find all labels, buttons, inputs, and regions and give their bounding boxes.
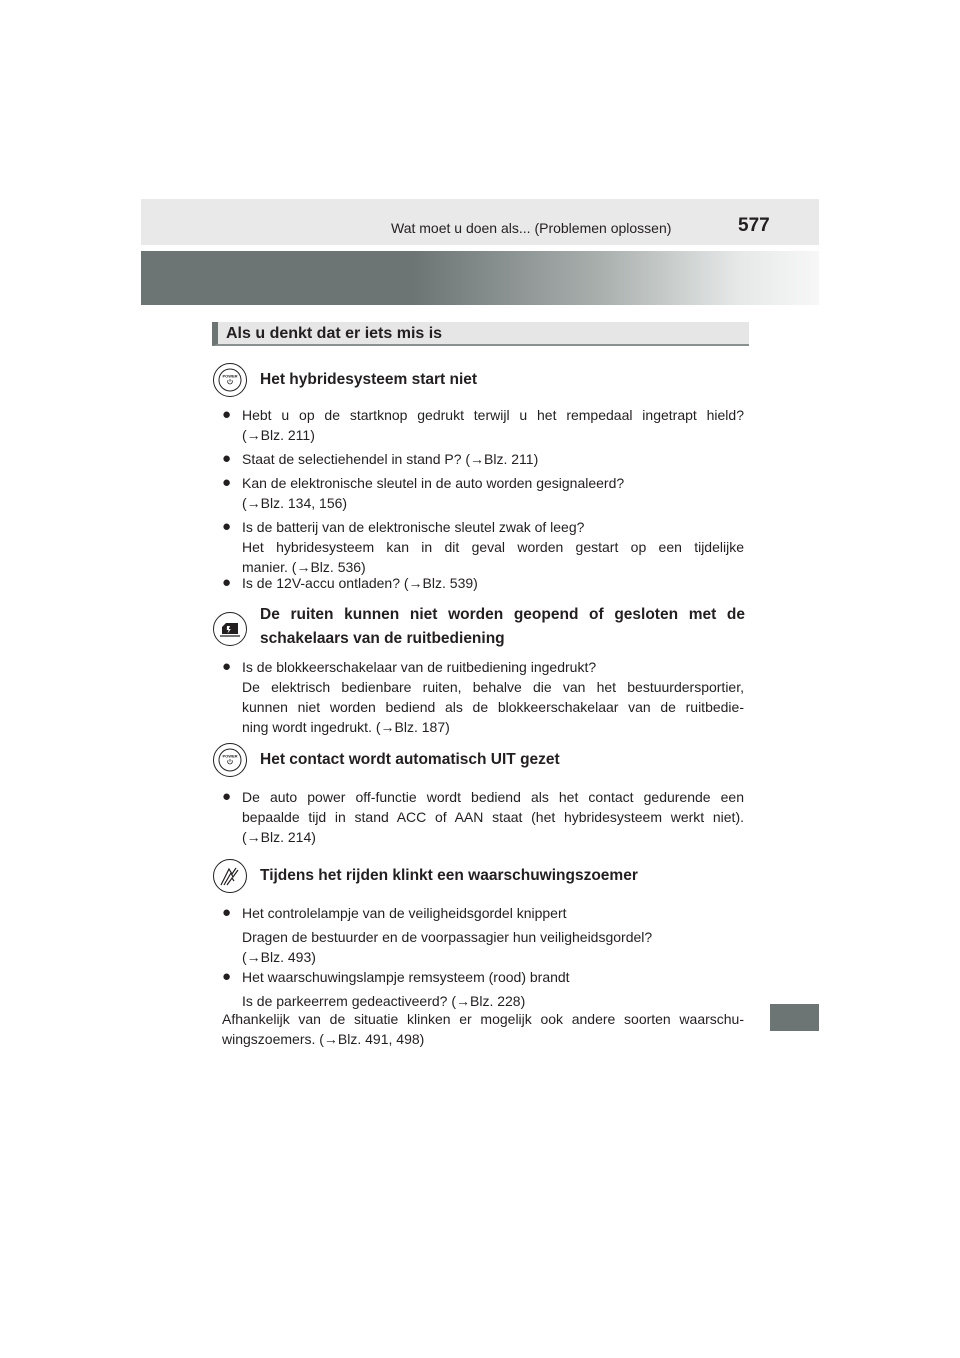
list-item — [222, 449, 744, 469]
list-item — [222, 473, 744, 513]
subsection-title: Het hybridesysteem start niet — [260, 371, 478, 388]
bullet: ● — [222, 968, 232, 985]
item-line: (→Blz. 211) — [242, 427, 315, 443]
buzzer-icon — [213, 859, 247, 893]
item-line: Het waarschuwingslampje remsysteem (rood) brandt — [242, 969, 570, 985]
item-line: Is de 12V-accu ontladen? (→Blz. 539) — [242, 575, 478, 591]
list-item — [222, 517, 744, 577]
item-line: Kan de elektronische sleutel in de auto worden gesignaleerd? — [242, 475, 625, 491]
item-line: Het controlelampje van de veiligheidsgordel knippert — [242, 905, 567, 921]
item-line: (→Blz. 134, 156) — [242, 495, 348, 511]
list-item — [222, 573, 744, 593]
power-label: POWER — [222, 753, 238, 759]
bullet: ● — [222, 574, 232, 591]
item-line: ning wordt ingedrukt. (→Blz. 187) — [242, 719, 450, 735]
item-subline: Is de parkeerrem gedeactiveerd? (→Blz. 228) — [242, 993, 526, 1009]
section-heading-bar — [212, 322, 749, 346]
item-line: De elektrisch bedienbare ruiten, behalve die van het bestuurdersportier, — [242, 679, 744, 695]
list-item — [222, 657, 744, 737]
item-line: bepaalde tijd in stand ACC of AAN staat (het hybridesysteem werkt niet). — [242, 809, 744, 825]
closing-paragraph — [222, 1009, 744, 1049]
bullet: ● — [222, 658, 232, 675]
power-button-icon — [213, 743, 247, 777]
item-line: Is de batterij van de elektronische sleutel zwak of leeg? — [242, 519, 585, 535]
chapter-tab — [770, 1004, 819, 1031]
item-line: kunnen niet worden bediend als de blokkeerschakelaar van de ruitbedie- — [242, 699, 744, 715]
subsection-title: Tijdens het rijden klinkt een waarschuwingszoemer — [260, 867, 638, 884]
bullet: ● — [222, 450, 232, 467]
item-line: manier. (→Blz. 536) — [242, 559, 366, 575]
bullet: ● — [222, 788, 232, 805]
list-item — [222, 903, 744, 967]
bullet: ● — [222, 518, 232, 535]
bullet: ● — [222, 406, 232, 423]
section-title: Als u denkt dat er iets mis is — [226, 325, 443, 342]
item-line: Het hybridesysteem kan in dit geval worden gestart op een tijdelijke — [242, 539, 744, 555]
chapter-band — [141, 251, 819, 305]
power-label: POWER — [222, 373, 238, 379]
item-subline: Dragen de bestuurder en de voorpassagier hun veiligheidsgordel? — [242, 929, 653, 945]
bullet: ● — [222, 904, 232, 921]
page-number: 577 — [738, 215, 770, 236]
list-item — [222, 967, 744, 1011]
item-line: Is de blokkeerschakelaar van de ruitbediening ingedrukt? — [242, 659, 597, 675]
subsection-title: Het contact wordt automatisch UIT gezet — [260, 751, 560, 768]
item-subline: (→Blz. 493) — [242, 949, 316, 965]
list-item — [222, 787, 744, 847]
item-line: (→Blz. 214) — [242, 829, 316, 845]
window-switch-icon — [213, 612, 247, 646]
item-line: Hebt u op de startknop gedrukt terwijl u het rempedaal ingetrapt hield? — [242, 407, 744, 423]
paragraph-line: wingszoemers. (→Blz. 491, 498) — [222, 1031, 425, 1047]
subsection-title: De ruiten kunnen niet worden geopend of gesloten met de schakelaars van de ruitbediening — [260, 606, 745, 647]
list-item — [222, 405, 744, 445]
power-button-icon — [213, 363, 247, 397]
item-line: Staat de selectiehendel in stand P? (→Blz. 211) — [242, 451, 539, 467]
paragraph-line: Afhankelijk van de situatie klinken er mogelijk ook andere soorten waarschu- — [222, 1011, 744, 1027]
item-line: De auto power off-functie wordt bediend als het contact gedurende een — [242, 789, 744, 805]
bullet: ● — [222, 474, 232, 491]
running-header: Wat moet u doen als... (Problemen oplossen) — [391, 220, 672, 236]
